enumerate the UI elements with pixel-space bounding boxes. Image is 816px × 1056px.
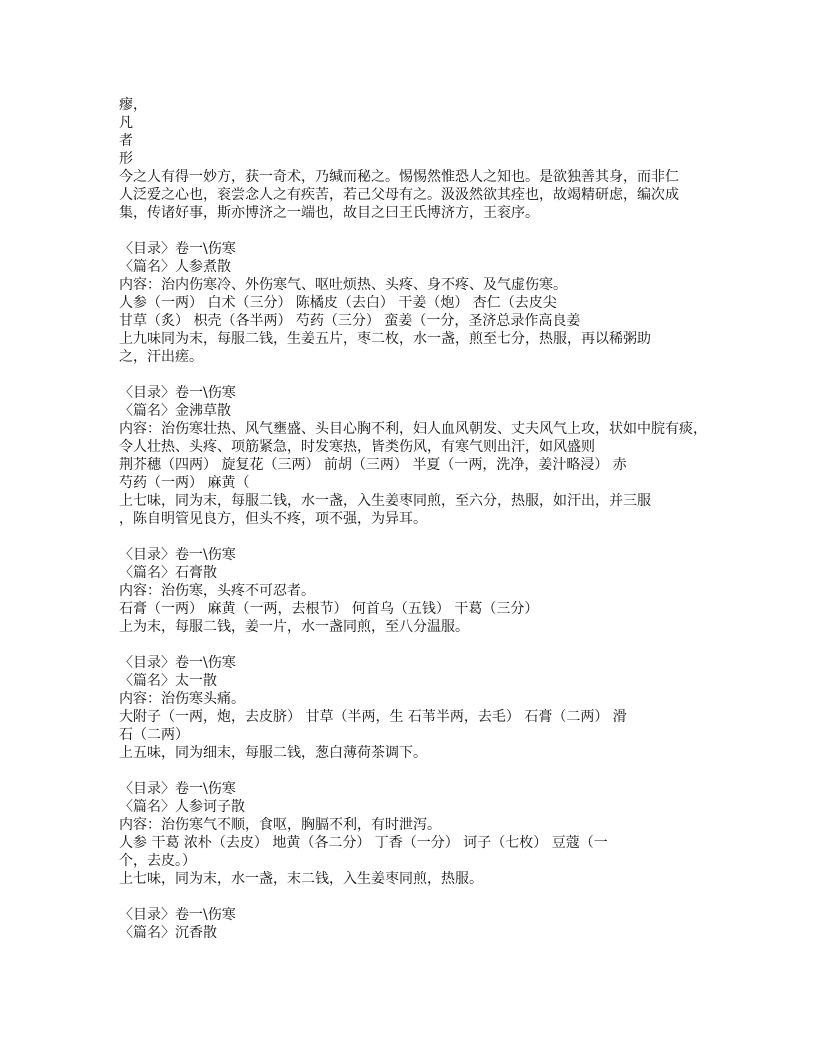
- text-line: 形: [119, 151, 133, 167]
- text-line: 令人壮热、头疼、项筋紧急，时发寒热，皆类伤风，有寒气则出汗，如风盛则: [119, 439, 595, 455]
- text-line: 上七味，同为末，每服二钱，水一盏，入生姜枣同煎，至六分，热服，如汗出，并三服: [119, 493, 651, 509]
- text-line: 上九味同为末，每服二钱，生姜五片，枣二枚，水一盏，煎至七分，热服，再以稀粥助: [119, 331, 651, 347]
- title-line: 〈篇名〉金沸草散: [119, 403, 231, 419]
- text-line: 者: [119, 133, 133, 149]
- text-line: 凡: [119, 115, 133, 131]
- catalog-line: 〈目录〉卷一\伤寒: [119, 385, 236, 401]
- title-line: 〈篇名〉石膏散: [119, 565, 217, 581]
- text-line: 人泛爱之心也，衮尝念人之有疾苦，若己父母有之。汲汲然欲其痊也，故竭精研虑，编次成: [119, 187, 679, 203]
- text-line: 上五味，同为细末，每服二钱，葱白薄荷茶调下。: [119, 745, 427, 761]
- content-line: 内容：治伤寒气不顺，食呕，胸膈不利，有时泄泻。: [119, 817, 441, 833]
- text-line: 甘草（炙） 枳壳（各半两） 芍药（三分） 蛮姜（一分，圣济总录作高良姜: [119, 313, 581, 329]
- text-line: 石（二两）: [119, 727, 189, 743]
- content-line: 内容：治伤寒头痛。: [119, 691, 245, 707]
- content-line: 内容：治内伤寒冷、外伤寒气、呕吐烦热、头疼、身不疼、及气虚伤寒。: [119, 277, 567, 293]
- blank-line: [119, 888, 719, 906]
- content-line: 内容：治伤寒壮热、风气壅盛、头目心胸不利，妇人血风朝发、丈夫风气上攻，状如中脘有痰，: [119, 421, 707, 437]
- catalog-line: 〈目录〉卷一\伤寒: [119, 547, 236, 563]
- catalog-line: 〈目录〉卷一\伤寒: [119, 655, 236, 671]
- title-line: 〈篇名〉太一散: [119, 673, 217, 689]
- content-line: 内容：治伤寒，头疼不可忍者。: [119, 583, 315, 599]
- blank-line: [119, 762, 719, 780]
- document-page: [119, 96, 719, 942]
- text-line: 人参（一两） 白术（三分） 陈橘皮（去白） 干姜（炮） 杏仁（去皮尖: [119, 295, 557, 311]
- catalog-line: 〈目录〉卷一\伤寒: [119, 241, 236, 257]
- text-line: 石膏（一两） 麻黄（一两，去根节） 何首乌（五钱） 干葛（三分）: [119, 601, 539, 617]
- text-line: ，陈自明管见良方，但头不疼，项不强，为异耳。: [119, 511, 427, 527]
- text-line: 之，汗出瘥。: [119, 349, 203, 365]
- text-line: 人参 干葛 浓朴（去皮） 地黄（各二分） 丁香（一分） 诃子（七枚） 豆蔻（一: [119, 835, 608, 851]
- text-line: 上为末，每服二钱，姜一片，水一盏同煎，至八分温服。: [119, 619, 469, 635]
- blank-line: [119, 366, 719, 384]
- text-line: 芍药（一两） 麻黄（: [119, 475, 250, 491]
- blank-line: [119, 222, 719, 240]
- catalog-line: 〈目录〉卷一\伤寒: [119, 781, 236, 797]
- text-line: 瘳，: [119, 97, 147, 113]
- blank-line: [119, 528, 719, 546]
- catalog-line: 〈目录〉卷一\伤寒: [119, 907, 236, 923]
- text-line: 荆芥穗（四两） 旋复花（三两） 前胡（三两） 半夏（一两，洗净，姜汁略浸） 赤: [119, 457, 627, 473]
- title-line: 〈篇名〉人参煮散: [119, 259, 231, 275]
- title-line: 〈篇名〉人参诃子散: [119, 799, 245, 815]
- text-line: 个，去皮。）: [119, 853, 196, 869]
- text-line: 集，传诸好事，斯亦博济之一端也，故目之曰王氏博济方，王衮序。: [119, 205, 539, 221]
- text-line: 上七味，同为末，水一盏，末二钱，入生姜枣同煎，热服。: [119, 871, 483, 887]
- title-line: 〈篇名〉沉香散: [119, 925, 217, 941]
- text-line: 大附子（一两，炮，去皮脐） 甘草（半两，生 石苇半两，去毛） 石膏（二两） 滑: [119, 709, 627, 725]
- blank-line: [119, 636, 719, 654]
- text-line: 今之人有得一妙方，获一奇术，乃缄而秘之。惕惕然惟恐人之知也。是欲独善其身，而非仁: [119, 169, 679, 185]
